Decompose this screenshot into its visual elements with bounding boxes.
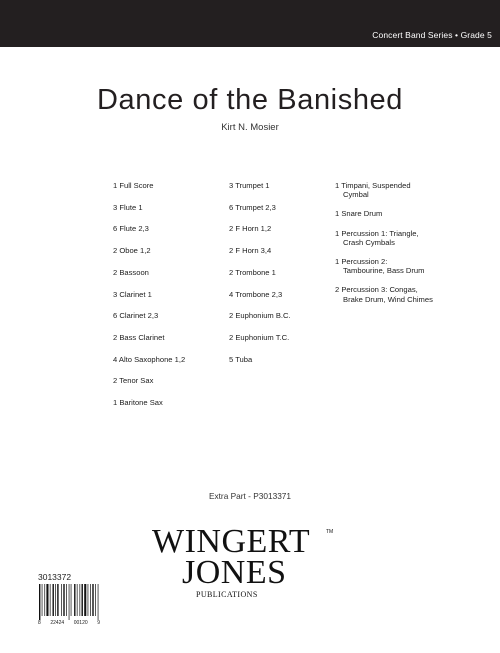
part-text: 3 Flute 1 xyxy=(113,202,143,212)
publisher-logo xyxy=(150,523,340,603)
barcode-bar xyxy=(69,584,70,620)
part-text: 1 Percussion 2: xyxy=(335,257,388,267)
part-entry xyxy=(229,181,291,190)
part-text: 1 Baritone Sax xyxy=(113,398,163,408)
part-text: 6 Flute 2,3 xyxy=(113,224,149,234)
barcode-bar xyxy=(44,584,45,616)
barcode-image xyxy=(37,584,101,620)
series-label: Concert Band Series • Grade 5 xyxy=(372,30,492,40)
part-text: 4 Alto Saxophone 1,2 xyxy=(113,354,186,364)
part-entry xyxy=(113,268,185,277)
part-text: 2 Bassoon xyxy=(113,267,149,277)
part-entry xyxy=(113,181,185,190)
barcode-bar xyxy=(55,584,56,616)
part-text: 2 Euphonium T.C. xyxy=(229,332,290,342)
barcode-bar xyxy=(50,584,51,616)
barcode-bar xyxy=(98,584,99,620)
barcode-bar xyxy=(57,584,58,616)
part-entry xyxy=(229,333,291,342)
part-text: 1 Timpani, Suspended xyxy=(335,181,411,190)
barcode-bar xyxy=(71,584,72,616)
catalog-number: 3013372 xyxy=(38,572,72,582)
part-entry xyxy=(335,181,433,199)
part-entry xyxy=(113,355,185,364)
part-text: 4 Trombone 2,3 xyxy=(229,289,283,299)
part-text: 2 Euphonium B.C. xyxy=(229,311,291,321)
logo-jones: JONES xyxy=(182,554,287,591)
barcode-bar xyxy=(63,584,64,616)
part-entry xyxy=(229,290,291,299)
part-entry xyxy=(113,203,185,212)
part-entry xyxy=(229,311,291,320)
barcode-bar xyxy=(80,584,81,616)
part-text: 1 Full Score xyxy=(113,181,154,190)
part-text: 1 Percussion 1: Triangle, xyxy=(335,228,419,238)
part-entry xyxy=(113,376,185,385)
barcode-bar xyxy=(90,584,91,616)
part-text-continued: Brake Drum, Wind Chimes xyxy=(343,294,433,304)
part-text-continued: Tambourine, Bass Drum xyxy=(343,266,425,276)
part-text: 3 Clarinet 1 xyxy=(113,289,152,299)
barcode-digit-group: 9 xyxy=(97,620,100,626)
barcode-bar xyxy=(39,584,40,620)
barcode-digits xyxy=(38,620,100,626)
part-text-continued: Cymbal xyxy=(343,190,369,200)
barcode-bar xyxy=(61,584,62,616)
barcode-bar xyxy=(66,584,67,616)
part-entry xyxy=(335,229,433,247)
part-entry xyxy=(113,246,185,255)
part-text: 2 F Horn 1,2 xyxy=(229,224,272,234)
composer-name: Kirt N. Mosier xyxy=(221,122,279,133)
piece-title: Dance of the Banished xyxy=(96,84,404,116)
part-entry xyxy=(335,209,433,218)
part-entry xyxy=(335,257,433,275)
part-text: 2 Bass Clarinet xyxy=(113,332,165,342)
barcode-bar xyxy=(46,584,48,616)
barcode-bar xyxy=(42,584,43,616)
part-text: 1 Snare Drum xyxy=(335,209,383,219)
part-entry xyxy=(113,290,185,299)
logo-publications: PUBLICATIONS xyxy=(196,590,258,599)
barcode-bar xyxy=(88,584,89,616)
part-text: 5 Tuba xyxy=(229,354,253,364)
part-text: 3 Trumpet 1 xyxy=(229,181,270,190)
part-text: 2 Percussion 3: Congas, xyxy=(335,285,418,295)
part-text: 2 F Horn 3,4 xyxy=(229,246,272,256)
barcode-digit-group: 00120 xyxy=(73,620,88,626)
barcode-bar xyxy=(92,584,93,616)
barcode-bar xyxy=(84,584,86,616)
part-entry xyxy=(229,203,291,212)
part-text: 2 Oboe 1,2 xyxy=(113,246,151,256)
part-text: 2 Tenor Sax xyxy=(113,376,154,386)
part-text: 2 Trombone 1 xyxy=(229,267,276,277)
parts-column-1 xyxy=(113,181,185,420)
barcode-digit-group: 8 xyxy=(38,620,41,626)
logo-wingert: WINGERT xyxy=(152,523,311,560)
part-entry xyxy=(229,268,291,277)
barcode-digit-group: 22424 xyxy=(50,620,65,626)
barcode-bar xyxy=(77,584,78,616)
part-entry xyxy=(113,333,185,342)
barcode-bar xyxy=(74,584,75,616)
parts-column-3 xyxy=(335,181,433,314)
barcode-bar xyxy=(53,584,54,616)
part-entry xyxy=(113,398,185,407)
parts-column-2 xyxy=(229,181,291,376)
part-text: 6 Clarinet 2,3 xyxy=(113,311,159,321)
barcode-bar xyxy=(82,584,83,616)
logo-trademark: TM xyxy=(326,529,334,535)
barcode-bar xyxy=(95,584,96,616)
part-text: 6 Trumpet 2,3 xyxy=(229,202,276,212)
part-entry xyxy=(335,285,433,303)
part-text-continued: Crash Cymbals xyxy=(343,237,395,247)
part-entry xyxy=(113,224,185,233)
part-entry xyxy=(229,224,291,233)
part-entry xyxy=(229,246,291,255)
part-entry xyxy=(229,355,291,364)
header-bar xyxy=(0,0,500,47)
part-entry xyxy=(113,311,185,320)
extra-part-label: Extra Part - P3013371 xyxy=(208,491,292,501)
